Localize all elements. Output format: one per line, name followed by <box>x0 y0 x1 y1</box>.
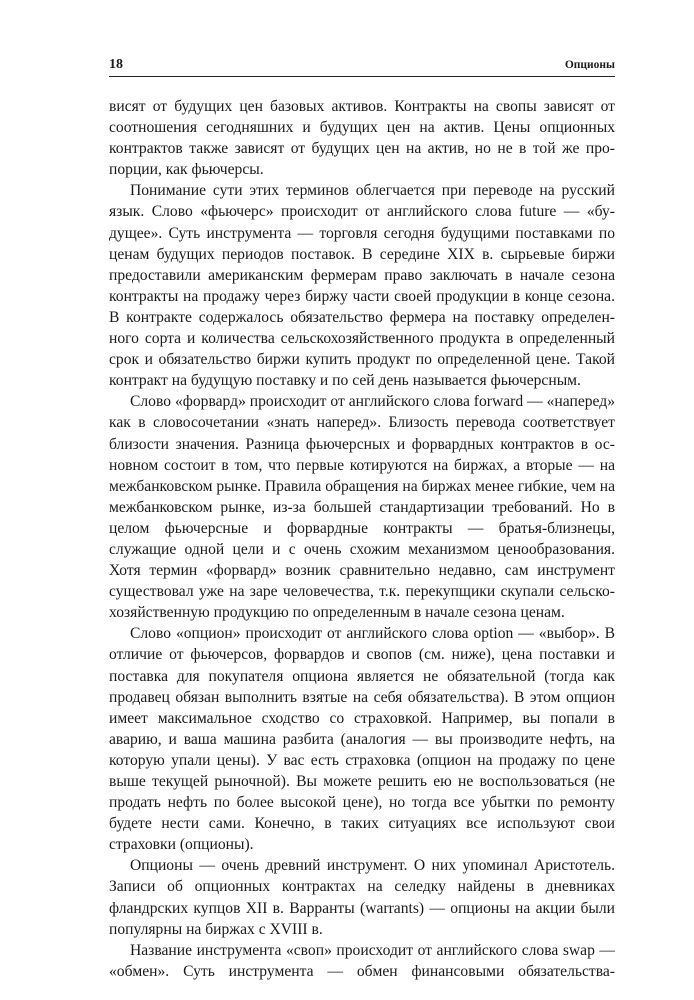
paragraph-futures: Понимание сути этих терминов облегчается при переводе на русский язык. Слово «фьючерс» происходит от английского слова future — «будущее». Суть инструмента — торговля сегодня будущими поставками по ценам будущих периодов поставок. В середине XIX в. сырьевые биржи предоставили американским фермерам право заключать в начале сезона контракты на продажу через биржу части своей продукции в конце сезона. В контракте содержалось обязательство фермера на поставку определенного сорта и количества сельскохозяйственного продукта в определенный срок и обязательство биржи купить продукт по определенной цене. Такой контракт на будущую поставку и по сей день называется фьючерсным. <box>109 182 615 390</box>
body-text <box>109 96 615 982</box>
paragraph-forward: Слово «форвард» происходит от английского слова forward — «наперед» как в словосочетании «знать наперед». Близость перевода соответствует близости значения. Разница фьючерсных и форвардных контрактов в основном состоит в том, что первые котируются на биржах, а вторые — на межбанковском рынке. Правила обращения на биржах менее гибкие, чем на межбанковском рынке, из-за большей стандартизации требований. Но в целом фьючерсные и форвардные контракты — братья-близнецы, служащие одной цели и с очень схожим механизмом ценообразования. Хотя термин «форвард» возник сравнительно недавно, сам инструмент существовал уже на заре человечества, т.к. перекупщики скупали сельскохозяйственную продукцию по определенным в начале сезона ценам. <box>109 393 615 622</box>
paragraph-option-history: Опционы — очень древний инструмент. О них упоминал Аристотель. Записи об опционных контрактах на селедку найдены в дневниках фландрских купцов XII в. Варранты (warrants) — опционы на акции были популярны на биржах с XVIII в. <box>109 857 615 938</box>
running-title: Опционы <box>564 59 615 71</box>
book-page <box>109 58 615 982</box>
paragraph-continued: висят от будущих цен базовых активов. Контракты на свопы зависят от соотношения сегодняшних и будущих цен на актив. Цены опционных контрактов также зависят от будущих цен на актив, но не в той же пропорции, как фьючерсы. <box>109 98 615 179</box>
paragraph-option: Слово «опцион» происходит от английского слова option — «выбор». В отличие от фьючерсов, форвардов и свопов (см. ниже), цена поставки и поставка для покупателя опциона является не обязательной (тогда как продавец обязан выполнить взятые на себя обязательства). В этом опцион имеет максимальное сходство со страховкой. Например, вы попали в аварию, и ваша машина разбита (аналогия — вы производите нефть, на которую упали цены). У вас есть страховка (опцион на продажу по цене выше текущей рыночной). Вы можете решить ею не воспользоваться (не продать нефть по более высокой цене), но тогда все убытки по ремонту будете нести сами. Конечно, в таких ситуациях все используют свои страховки (опционы). <box>109 625 615 854</box>
paragraph-swap: Название инструмента «своп» происходит от английского слова swap — «обмен». Суть инструмента — обмен финансовыми обязательства- <box>109 941 615 980</box>
page-header <box>109 58 615 77</box>
page-number: 18 <box>109 57 123 72</box>
